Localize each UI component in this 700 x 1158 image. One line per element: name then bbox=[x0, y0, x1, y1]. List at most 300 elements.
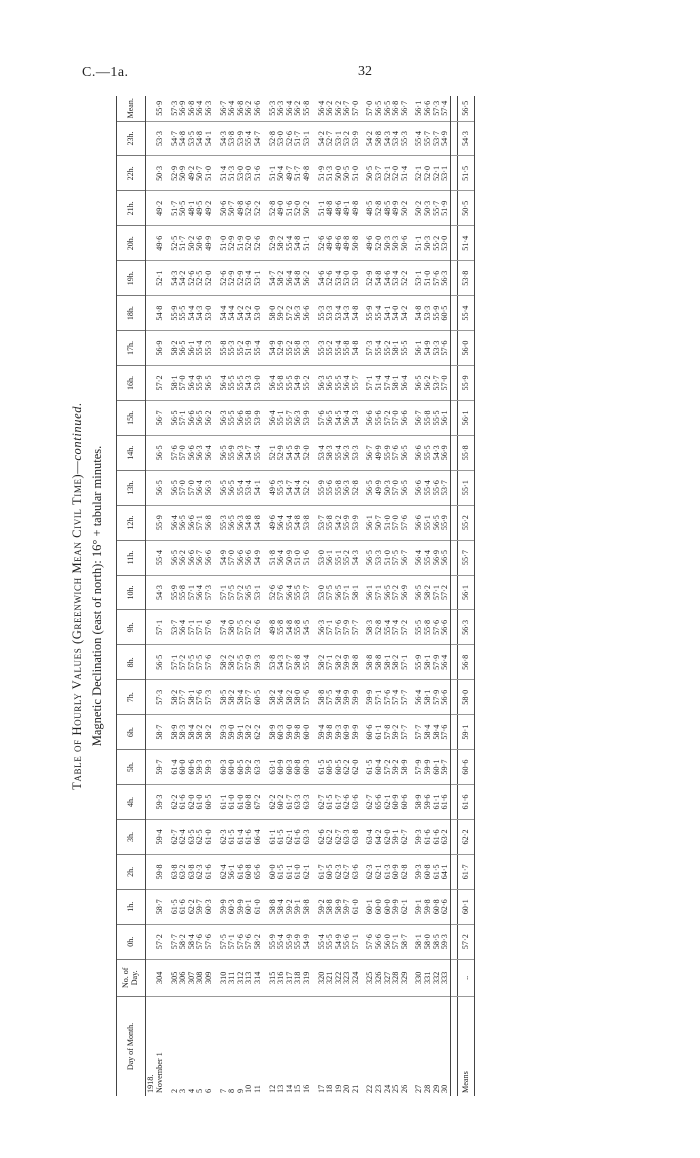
table-cell: 59·1 bbox=[392, 819, 401, 854]
table-cell: 56·4 bbox=[401, 365, 410, 400]
table-cell: 51·0 bbox=[424, 261, 433, 296]
column-header: 11h. bbox=[117, 540, 146, 575]
table-cell: 49·8 bbox=[352, 191, 361, 226]
table-cell: 50·2 bbox=[415, 191, 424, 226]
table-cell: 51·4 bbox=[401, 156, 410, 191]
table-cell: 49·2 bbox=[205, 191, 214, 226]
table-cell: 49·8 bbox=[303, 156, 312, 191]
table-cell: 55·4 bbox=[384, 610, 393, 645]
table-cell: 308 bbox=[196, 959, 205, 996]
table-cell: 52·9 bbox=[277, 435, 286, 470]
table-cell: 50·7 bbox=[375, 505, 384, 540]
table-cell: 60·8 bbox=[433, 889, 442, 924]
table-cell: 54·4 bbox=[220, 296, 229, 331]
table-cell: 56·2 bbox=[294, 96, 303, 121]
table-cell: 56·5 bbox=[375, 96, 384, 121]
table-cell: 49·9 bbox=[205, 226, 214, 261]
table-cell: 62·4 bbox=[179, 819, 188, 854]
table-cell: 53·3 bbox=[375, 540, 384, 575]
table-cell: 57·1 bbox=[352, 924, 361, 959]
table-cell: 56·6 bbox=[188, 505, 197, 540]
table-cell: 61·6 bbox=[294, 819, 303, 854]
table-cell: 56·2 bbox=[335, 96, 344, 121]
table-cell: 56·3 bbox=[294, 296, 303, 331]
table-cell: 54·9 bbox=[254, 540, 263, 575]
table-cell: 52·2 bbox=[303, 470, 312, 505]
table-cell: 23 bbox=[374, 1084, 384, 1093]
table-cell: 63·8 bbox=[188, 854, 197, 889]
table-cell: 58·4 bbox=[335, 680, 344, 715]
table-cell: 55·4 bbox=[335, 331, 344, 366]
table-cell: 56·5 bbox=[156, 645, 165, 680]
column-header: 21h. bbox=[117, 191, 146, 226]
table-cell: 56·6 bbox=[237, 540, 246, 575]
table-cell: 7 bbox=[218, 1088, 228, 1093]
table-cell: 58·0 bbox=[294, 680, 303, 715]
table-cell: 315 bbox=[269, 959, 278, 996]
table-cell: 56·7 bbox=[415, 400, 424, 435]
table-cell: 57·2 bbox=[245, 610, 254, 645]
table-cell: 57·3 bbox=[205, 680, 214, 715]
table-cell: 57·1 bbox=[343, 575, 352, 610]
table-cell: 58·8 bbox=[269, 889, 278, 924]
table-cell: 62·2 bbox=[343, 750, 352, 785]
table-cell: 56·5 bbox=[326, 400, 335, 435]
table-cell: 54·4 bbox=[188, 296, 197, 331]
table-cell: 53·7 bbox=[433, 121, 442, 156]
table-cell: 56·4 bbox=[286, 575, 295, 610]
table-cell: 63·3 bbox=[254, 750, 263, 785]
table-cell: 58·4 bbox=[433, 715, 442, 750]
table-cell: 51·6 bbox=[303, 540, 312, 575]
spacer-cell bbox=[450, 750, 457, 785]
column-header: 5h. bbox=[117, 750, 146, 785]
table-cell: 62·6 bbox=[318, 819, 327, 854]
table-cell: 60·0 bbox=[228, 750, 237, 785]
table-cell: 61·5 bbox=[277, 819, 286, 854]
table-cell: 60·5 bbox=[441, 296, 450, 331]
table-cell: 58·3 bbox=[366, 610, 375, 645]
table-cell: 328 bbox=[392, 959, 401, 996]
table-cell: 57·9 bbox=[415, 750, 424, 785]
table-cell: 56·4 bbox=[286, 96, 295, 121]
table-cell: 56·3 bbox=[294, 400, 303, 435]
table-cell: 58·1 bbox=[352, 575, 361, 610]
table-cell: 62·0 bbox=[352, 750, 361, 785]
table-cell: 57·4 bbox=[392, 680, 401, 715]
table-cell: 60·0 bbox=[303, 715, 312, 750]
table-cell: 57·5 bbox=[196, 645, 205, 680]
table-cell: 56·4 bbox=[196, 96, 205, 121]
table-cell: 56·1 bbox=[188, 331, 197, 366]
table-row bbox=[205, 96, 214, 1096]
table-cell: 57·9 bbox=[245, 645, 254, 680]
table-cell: 56·7 bbox=[343, 96, 352, 121]
table-cell: 60·0 bbox=[179, 750, 188, 785]
table-cell: 56·4 bbox=[205, 435, 214, 470]
table-cell: 57·2 bbox=[441, 575, 450, 610]
table-cell: 56·4 bbox=[277, 505, 286, 540]
table-cell: 61·6 bbox=[457, 785, 474, 820]
table-cell: 58·9 bbox=[269, 715, 278, 750]
table-cell: 54·5 bbox=[335, 400, 344, 435]
table-cell: 57·3 bbox=[205, 575, 214, 610]
table-cell: 58·1 bbox=[415, 924, 424, 959]
table-cell: 63·8 bbox=[352, 819, 361, 854]
table-cell: 51·8 bbox=[269, 540, 278, 575]
table-cell: 61·6 bbox=[441, 785, 450, 820]
table-cell: 55·1 bbox=[457, 470, 474, 505]
table-cell: 55·9 bbox=[156, 505, 165, 540]
table-cell: 57·6 bbox=[196, 924, 205, 959]
table-cell: 55·3 bbox=[205, 331, 214, 366]
table-cell: 54·3 bbox=[171, 261, 180, 296]
table-cell: 62·3 bbox=[196, 854, 205, 889]
rotated-content bbox=[70, 96, 635, 1096]
table-cell: 58·4 bbox=[277, 889, 286, 924]
table-cell: 318 bbox=[294, 959, 303, 996]
table-cell: 51·1 bbox=[303, 226, 312, 261]
table-cell: 56·1 bbox=[457, 400, 474, 435]
table-cell: 55·2 bbox=[433, 226, 442, 261]
table-cell: 51·0 bbox=[220, 226, 229, 261]
table-cell: 55·5 bbox=[179, 296, 188, 331]
spacer-cell bbox=[450, 854, 457, 889]
table-cell: 62·2 bbox=[254, 715, 263, 750]
table-cell: 49·6 bbox=[269, 505, 278, 540]
table-row bbox=[401, 96, 410, 1096]
table-cell: 52·6 bbox=[254, 610, 263, 645]
table-cell: 52·6 bbox=[220, 261, 229, 296]
table-cell: 61·6 bbox=[237, 854, 246, 889]
table-cell: 55·4 bbox=[245, 121, 254, 156]
table-cell: 57·0 bbox=[179, 435, 188, 470]
table-cell: 59·9 bbox=[237, 889, 246, 924]
table-cell: 55·9 bbox=[415, 645, 424, 680]
table-cell: 316 bbox=[277, 959, 286, 996]
table-cell: 54·8 bbox=[179, 121, 188, 156]
table-cell: 59·8 bbox=[156, 854, 165, 889]
table-cell: 326 bbox=[375, 959, 384, 996]
table-cell: 56·0 bbox=[384, 924, 393, 959]
table-cell: 60·3 bbox=[228, 889, 237, 924]
table-cell: 59·9 bbox=[343, 680, 352, 715]
table-cell: 60·8 bbox=[245, 854, 254, 889]
table-cell: Means bbox=[457, 996, 474, 1096]
table-cell: 56·6 bbox=[188, 400, 197, 435]
table-cell: 57·0 bbox=[392, 505, 401, 540]
table-cell: 51·1 bbox=[318, 191, 327, 226]
column-header: 17h. bbox=[117, 331, 146, 366]
table-cell: 312 bbox=[237, 959, 246, 996]
table-cell: 51·7 bbox=[294, 156, 303, 191]
table-cell: 56·5 bbox=[205, 365, 214, 400]
table-cell: 54·1 bbox=[205, 121, 214, 156]
table-cell: 56·6 bbox=[415, 505, 424, 540]
spacer-cell bbox=[450, 996, 457, 1096]
table-cell: 57·4 bbox=[441, 96, 450, 121]
table-cell: 58·0 bbox=[269, 296, 278, 331]
table-cell: 59·7 bbox=[156, 750, 165, 785]
table-cell: 58·2 bbox=[277, 226, 286, 261]
table-cell: 55·9 bbox=[294, 924, 303, 959]
table-cell: 57·5 bbox=[228, 575, 237, 610]
table-cell: 58·1 bbox=[392, 365, 401, 400]
table-cell: 53·0 bbox=[318, 575, 327, 610]
table-cell: 62·1 bbox=[286, 819, 295, 854]
column-header: 13h. bbox=[117, 470, 146, 505]
spacer-cell bbox=[450, 156, 457, 191]
table-cell: 50·7 bbox=[228, 191, 237, 226]
table-cell: 6 bbox=[203, 1088, 213, 1093]
table-cell: 62·3 bbox=[220, 819, 229, 854]
table-cell: 63·6 bbox=[352, 785, 361, 820]
table-cell: 50·6 bbox=[401, 226, 410, 261]
table-cell: 61·6 bbox=[424, 819, 433, 854]
table-cell: 51·1 bbox=[269, 156, 278, 191]
table-cell: 56·5 bbox=[179, 331, 188, 366]
column-header: 20h. bbox=[117, 226, 146, 261]
table-cell: 54·2 bbox=[401, 296, 410, 331]
table-cell: 56·8 bbox=[188, 96, 197, 121]
column-header: 1h. bbox=[117, 889, 146, 924]
table-cell: 56·3 bbox=[220, 400, 229, 435]
table-cell: 55·3 bbox=[228, 331, 237, 366]
table-cell: 52·6 bbox=[254, 226, 263, 261]
table-cell: 62·1 bbox=[303, 854, 312, 889]
table-cell: 52·6 bbox=[326, 261, 335, 296]
table-cell: 53·4 bbox=[245, 261, 254, 296]
table-cell: 54·8 bbox=[294, 226, 303, 261]
column-header: 22h. bbox=[117, 156, 146, 191]
table-cell: 54·9 bbox=[294, 435, 303, 470]
table-cell: 56·7 bbox=[366, 435, 375, 470]
table-cell: 54·7 bbox=[254, 121, 263, 156]
table-cell: 55·9 bbox=[318, 470, 327, 505]
table-cell: 61·6 bbox=[433, 819, 442, 854]
table-cell: 61·0 bbox=[237, 785, 246, 820]
table-cell: 62·7 bbox=[366, 785, 375, 820]
table-cell: 49·6 bbox=[326, 226, 335, 261]
table-cell: 56·3 bbox=[196, 435, 205, 470]
table-cell: 49·8 bbox=[343, 226, 352, 261]
table-cell: 54·9 bbox=[220, 540, 229, 575]
table-cell: 59·1 bbox=[457, 715, 474, 750]
table-cell: 55·4 bbox=[318, 924, 327, 959]
table-cell: 55·1 bbox=[335, 540, 344, 575]
table-cell: 62·7 bbox=[335, 819, 344, 854]
table-cell: 52·7 bbox=[326, 121, 335, 156]
table-cell: 4 bbox=[186, 1088, 196, 1093]
table-cell: 56·5 bbox=[156, 435, 165, 470]
table-cell: 56·0 bbox=[457, 331, 474, 366]
table-cell: 55·9 bbox=[156, 96, 165, 121]
table-cell: 57·2 bbox=[384, 750, 393, 785]
table-cell: 55·9 bbox=[228, 435, 237, 470]
table-cell: 55·8 bbox=[294, 610, 303, 645]
table-cell: 60·9 bbox=[392, 785, 401, 820]
table-cell: 53·4 bbox=[245, 470, 254, 505]
spacer-row bbox=[450, 96, 457, 1096]
table-cell: 56·3 bbox=[441, 261, 450, 296]
table-cell: 61·5 bbox=[326, 785, 335, 820]
table-cell: 63·6 bbox=[352, 854, 361, 889]
table-cell: 52·6 bbox=[269, 575, 278, 610]
table-cell: 53·7 bbox=[318, 505, 327, 540]
table-cell: 57·6 bbox=[441, 715, 450, 750]
table-cell: 49·8 bbox=[237, 191, 246, 226]
table-cell: 61·5 bbox=[366, 750, 375, 785]
table-cell: 52·0 bbox=[205, 261, 214, 296]
table-cell: 55·2 bbox=[237, 331, 246, 366]
table-cell: 52·9 bbox=[269, 226, 278, 261]
table-cell: 57·8 bbox=[384, 715, 393, 750]
table-cell: 313 bbox=[245, 959, 254, 996]
table-cell: 53·8 bbox=[228, 121, 237, 156]
spacer-cell bbox=[450, 575, 457, 610]
table-cell: 51·1 bbox=[415, 226, 424, 261]
table-cell: 59·2 bbox=[286, 889, 295, 924]
table-cell: 60·4 bbox=[375, 750, 384, 785]
table-cell: 55·5 bbox=[228, 400, 237, 435]
table-cell: 62·8 bbox=[401, 854, 410, 889]
table-cell: 56·6 bbox=[401, 400, 410, 435]
spacer-cell bbox=[450, 331, 457, 366]
table-row bbox=[441, 96, 450, 1096]
table-cell: 55·6 bbox=[433, 470, 442, 505]
table-cell: 65·6 bbox=[254, 854, 263, 889]
table-cell: 55·9 bbox=[171, 296, 180, 331]
table-cell: 56·5 bbox=[228, 470, 237, 505]
table-cell: 50·3 bbox=[384, 470, 393, 505]
table-cell: 57·7 bbox=[415, 715, 424, 750]
table-cell: 57·0 bbox=[228, 540, 237, 575]
table-cell: 55·7 bbox=[424, 121, 433, 156]
table-cell: 50·4 bbox=[277, 156, 286, 191]
table-cell: 61·1 bbox=[375, 715, 384, 750]
table-cell: 50·3 bbox=[392, 226, 401, 261]
table-cell: 56·5 bbox=[415, 575, 424, 610]
table-cell: 61·4 bbox=[237, 819, 246, 854]
rotated-table-area bbox=[70, 96, 635, 1096]
table-cell: 58·2 bbox=[286, 680, 295, 715]
table-cell: 331 bbox=[424, 959, 433, 996]
table-cell: 59·9 bbox=[220, 889, 229, 924]
table-cell: 53·4 bbox=[335, 261, 344, 296]
table-cell: 49·9 bbox=[375, 435, 384, 470]
table-cell: 53·8 bbox=[303, 505, 312, 540]
table-cell: 58·1 bbox=[384, 645, 393, 680]
table-cell: 59·4 bbox=[318, 715, 327, 750]
table-cell: 55·8 bbox=[220, 331, 229, 366]
table-cell: 53·0 bbox=[205, 296, 214, 331]
table-cell: 57·1 bbox=[228, 924, 237, 959]
table-cell: 50·9 bbox=[286, 540, 295, 575]
table-cell: 63·3 bbox=[343, 819, 352, 854]
table-cell: 57·7 bbox=[171, 924, 180, 959]
table-cell: 59·3 bbox=[205, 750, 214, 785]
table-cell: 63·3 bbox=[303, 785, 312, 820]
table-cell: 58·1 bbox=[188, 680, 197, 715]
table-cell: 54·4 bbox=[228, 296, 237, 331]
table-cell: 54·2 bbox=[366, 121, 375, 156]
table-cell: 52·8 bbox=[269, 191, 278, 226]
table-cell: 57·6 bbox=[366, 924, 375, 959]
table-cell: 63·1 bbox=[269, 750, 278, 785]
table-cell: 54·2 bbox=[335, 505, 344, 540]
table-cell: 58·2 bbox=[228, 680, 237, 715]
table-cell: 55·5 bbox=[415, 610, 424, 645]
table-cell: 50·5 bbox=[366, 156, 375, 191]
table-cell: 54·8 bbox=[294, 505, 303, 540]
table-cell: 51·0 bbox=[294, 540, 303, 575]
table-cell: 324 bbox=[352, 959, 361, 996]
table-cell: 59·9 bbox=[352, 715, 361, 750]
spacer-cell bbox=[450, 191, 457, 226]
table-cell: 56·5 bbox=[245, 575, 254, 610]
table-cell: 55·4 bbox=[286, 505, 295, 540]
table-cell: 55·9 bbox=[384, 435, 393, 470]
table-cell: 49·6 bbox=[366, 226, 375, 261]
table-cell: 51·3 bbox=[228, 156, 237, 191]
table-cell: 57·9 bbox=[433, 680, 442, 715]
table-cell: 52·2 bbox=[401, 261, 410, 296]
table-cell: 55·7 bbox=[433, 191, 442, 226]
table-cell: 57·0 bbox=[441, 365, 450, 400]
table-cell: 311 bbox=[228, 959, 237, 996]
table-cell: 57·6 bbox=[205, 610, 214, 645]
table-cell: 57·1 bbox=[366, 365, 375, 400]
table-cell: 54·9 bbox=[424, 331, 433, 366]
table-cell: 53·7 bbox=[433, 365, 442, 400]
table-cell: 54·3 bbox=[196, 296, 205, 331]
table-cell: 60·1 bbox=[457, 889, 474, 924]
column-header: 0h. bbox=[117, 924, 146, 959]
table-cell: 58·5 bbox=[433, 924, 442, 959]
table-cell: 63·3 bbox=[294, 785, 303, 820]
table-cell: 54·1 bbox=[254, 470, 263, 505]
column-header: 9h. bbox=[117, 610, 146, 645]
table-cell: 58·1 bbox=[424, 645, 433, 680]
table-cell: 59·3 bbox=[335, 715, 344, 750]
spacer-cell bbox=[450, 470, 457, 505]
table-cell: 57·1 bbox=[188, 575, 197, 610]
table-cell: 55·1 bbox=[424, 505, 433, 540]
table-cell: 55·9 bbox=[171, 575, 180, 610]
table-cell: 50·0 bbox=[335, 156, 344, 191]
table-cell: 56·1 bbox=[366, 505, 375, 540]
hourly-values-table bbox=[116, 96, 475, 1096]
table-cell: 52·0 bbox=[392, 156, 401, 191]
table-cell: 59·7 bbox=[196, 889, 205, 924]
table-cell: 58·2 bbox=[220, 645, 229, 680]
table-cell: 62·0 bbox=[384, 819, 393, 854]
means-row bbox=[457, 96, 474, 1096]
table-cell: 54·2 bbox=[237, 296, 246, 331]
table-cell: 56·3 bbox=[303, 331, 312, 366]
table-cell: 54·5 bbox=[286, 435, 295, 470]
table-cell: 56·5 bbox=[366, 540, 375, 575]
table-cell: 54·8 bbox=[294, 261, 303, 296]
table-cell: 60·5 bbox=[335, 750, 344, 785]
table-cell: 55·5 bbox=[335, 365, 344, 400]
table-cell: 62·7 bbox=[318, 785, 327, 820]
table-cell: 60·2 bbox=[277, 785, 286, 820]
table-cell: 56·6 bbox=[415, 435, 424, 470]
table-cell: 28 bbox=[423, 1084, 433, 1093]
table-cell: 60·1 bbox=[366, 889, 375, 924]
table-cell: 57·1 bbox=[375, 575, 384, 610]
